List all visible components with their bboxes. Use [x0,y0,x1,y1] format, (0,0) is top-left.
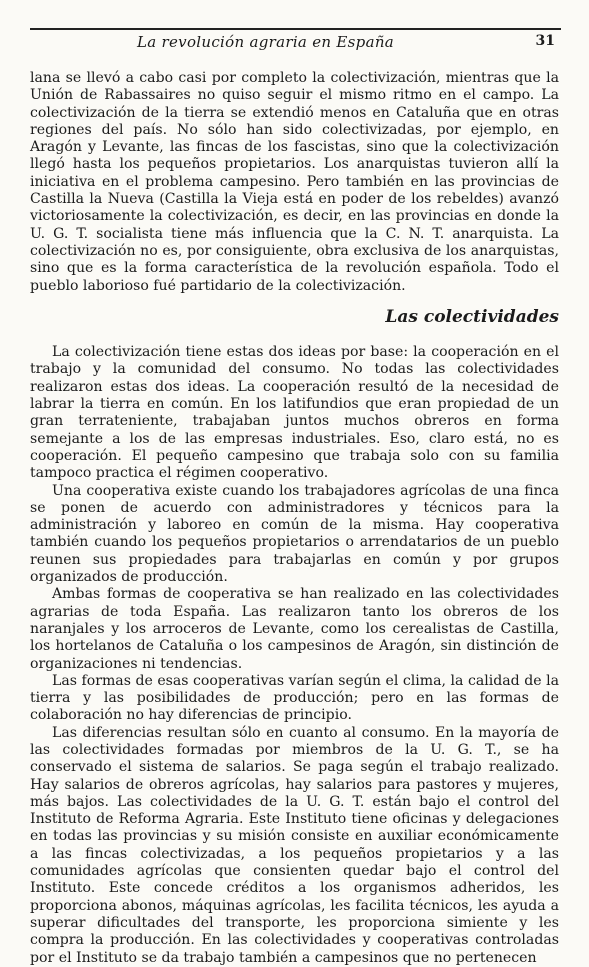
paragraph-continuation: lana se llevó a cabo casi por completo la colectivización, mientras que la Unión de Rabassaires no quiso seguir el mismo ritmo en el campo. La colectivización de la tierra se extendió menos en Cataluña que en otras regiones del país. No sólo han sido colectivizadas, por ejemplo, en Aragón y Levante, las fincas de los fascistas, sino que la colectivización llegó hasta los pequeños propietarios. Los anarquistas tuvieron allí la iniciativa en el problema campesino. Pero también en las provincias de Castilla la Nueva (Castilla la Vieja está en poder de los rebeldes) avanzó victoriosamente la colectivización, es decir, en las provincias en donde la U. G. T. socialista tiene más influencia que la C. N. T. anarquista. La colectivización no es, por consiguiente, obra exclusiva de los anarquistas, sino que es la forma característica de la revolución española. Todo el pueblo laborioso fué partidario de la colectivización. [30,70,559,294]
running-title: La revolución agraria en España [136,33,395,51]
page-number: 31 [535,33,555,49]
running-head [30,33,561,55]
header-rule [30,28,561,30]
paragraph: Las formas de esas cooperativas varían según el clima, la calidad de la tierra y las posibilidades de producción; pero en las formas de colaboración no hay diferencias de principio. [30,672,559,724]
section-heading: Las colectividades [385,306,559,327]
paragraph: La colectivización tiene estas dos ideas por base: la cooperación en el trabajo y la comunidad del consumo. No todas las colectividades realizaron estas dos ideas. La cooperación resultó de la necesidad de labrar la tierra en común. En los latifundios que eran propiedad de un gran terrateniente, trabajaban juntos muchos obreros en forma semejante a los de las empresas industriales. Eso, claro está, no es cooperación. El pequeño campesino que trabaja solo con su familia tampoco practica el régimen cooperativo. [30,344,559,482]
paragraph: Ambas formas de cooperativa se han realizado en las colectividades agrarias de toda España. Las realizaron tanto los obreros de los naranjales y los arroceros de Levante, como los cerealistas de Castilla, los hortelanos de Cataluña o los campesinos de Aragón, sin distinción de organizaciones ni tendencias. [30,586,559,672]
paragraph: Una cooperativa existe cuando los trabajadores agrícolas de una finca se ponen de acuerdo con administradores y técnicos para la administración y laboreo en común de la misma. Hay cooperativa también cuando los pequeños propietarios o arrendatarios de un pueblo reunen sus propiedades para trabajarlas en común y por grupos organizados de producción. [30,482,559,586]
page-body [30,70,559,967]
paragraph: Las diferencias resultan sólo en cuanto al consumo. En la mayoría de las colectividades formadas por miembros de la U. G. T., se ha conservado el sistema de salarios. Se paga según el trabajo realizado. Hay salarios de obreros agrícolas, hay salarios para pastores y mujeres, más bajos. Las colectividades de la U. G. T. están bajo el control del Instituto de Reforma Agraria. Este Instituto tiene oficinas y delegaciones en todas las provincias y su misión consiste en auxiliar económicamente a las fincas colectivizadas, a los pequeños propietarios y a las comunidades agrícolas que consienten quedar bajo el control del Instituto. Este concede créditos a los organismos adheridos, les proporciona abonos, máquinas agrícolas, les facilita técnicos, les ayuda a superar dificultades del transporte, les proporciona simiente y les compra la producción. En las colectividades y cooperativas controladas por el Instituto se da trabajo también a campesinos que no pertenecen [30,724,559,966]
